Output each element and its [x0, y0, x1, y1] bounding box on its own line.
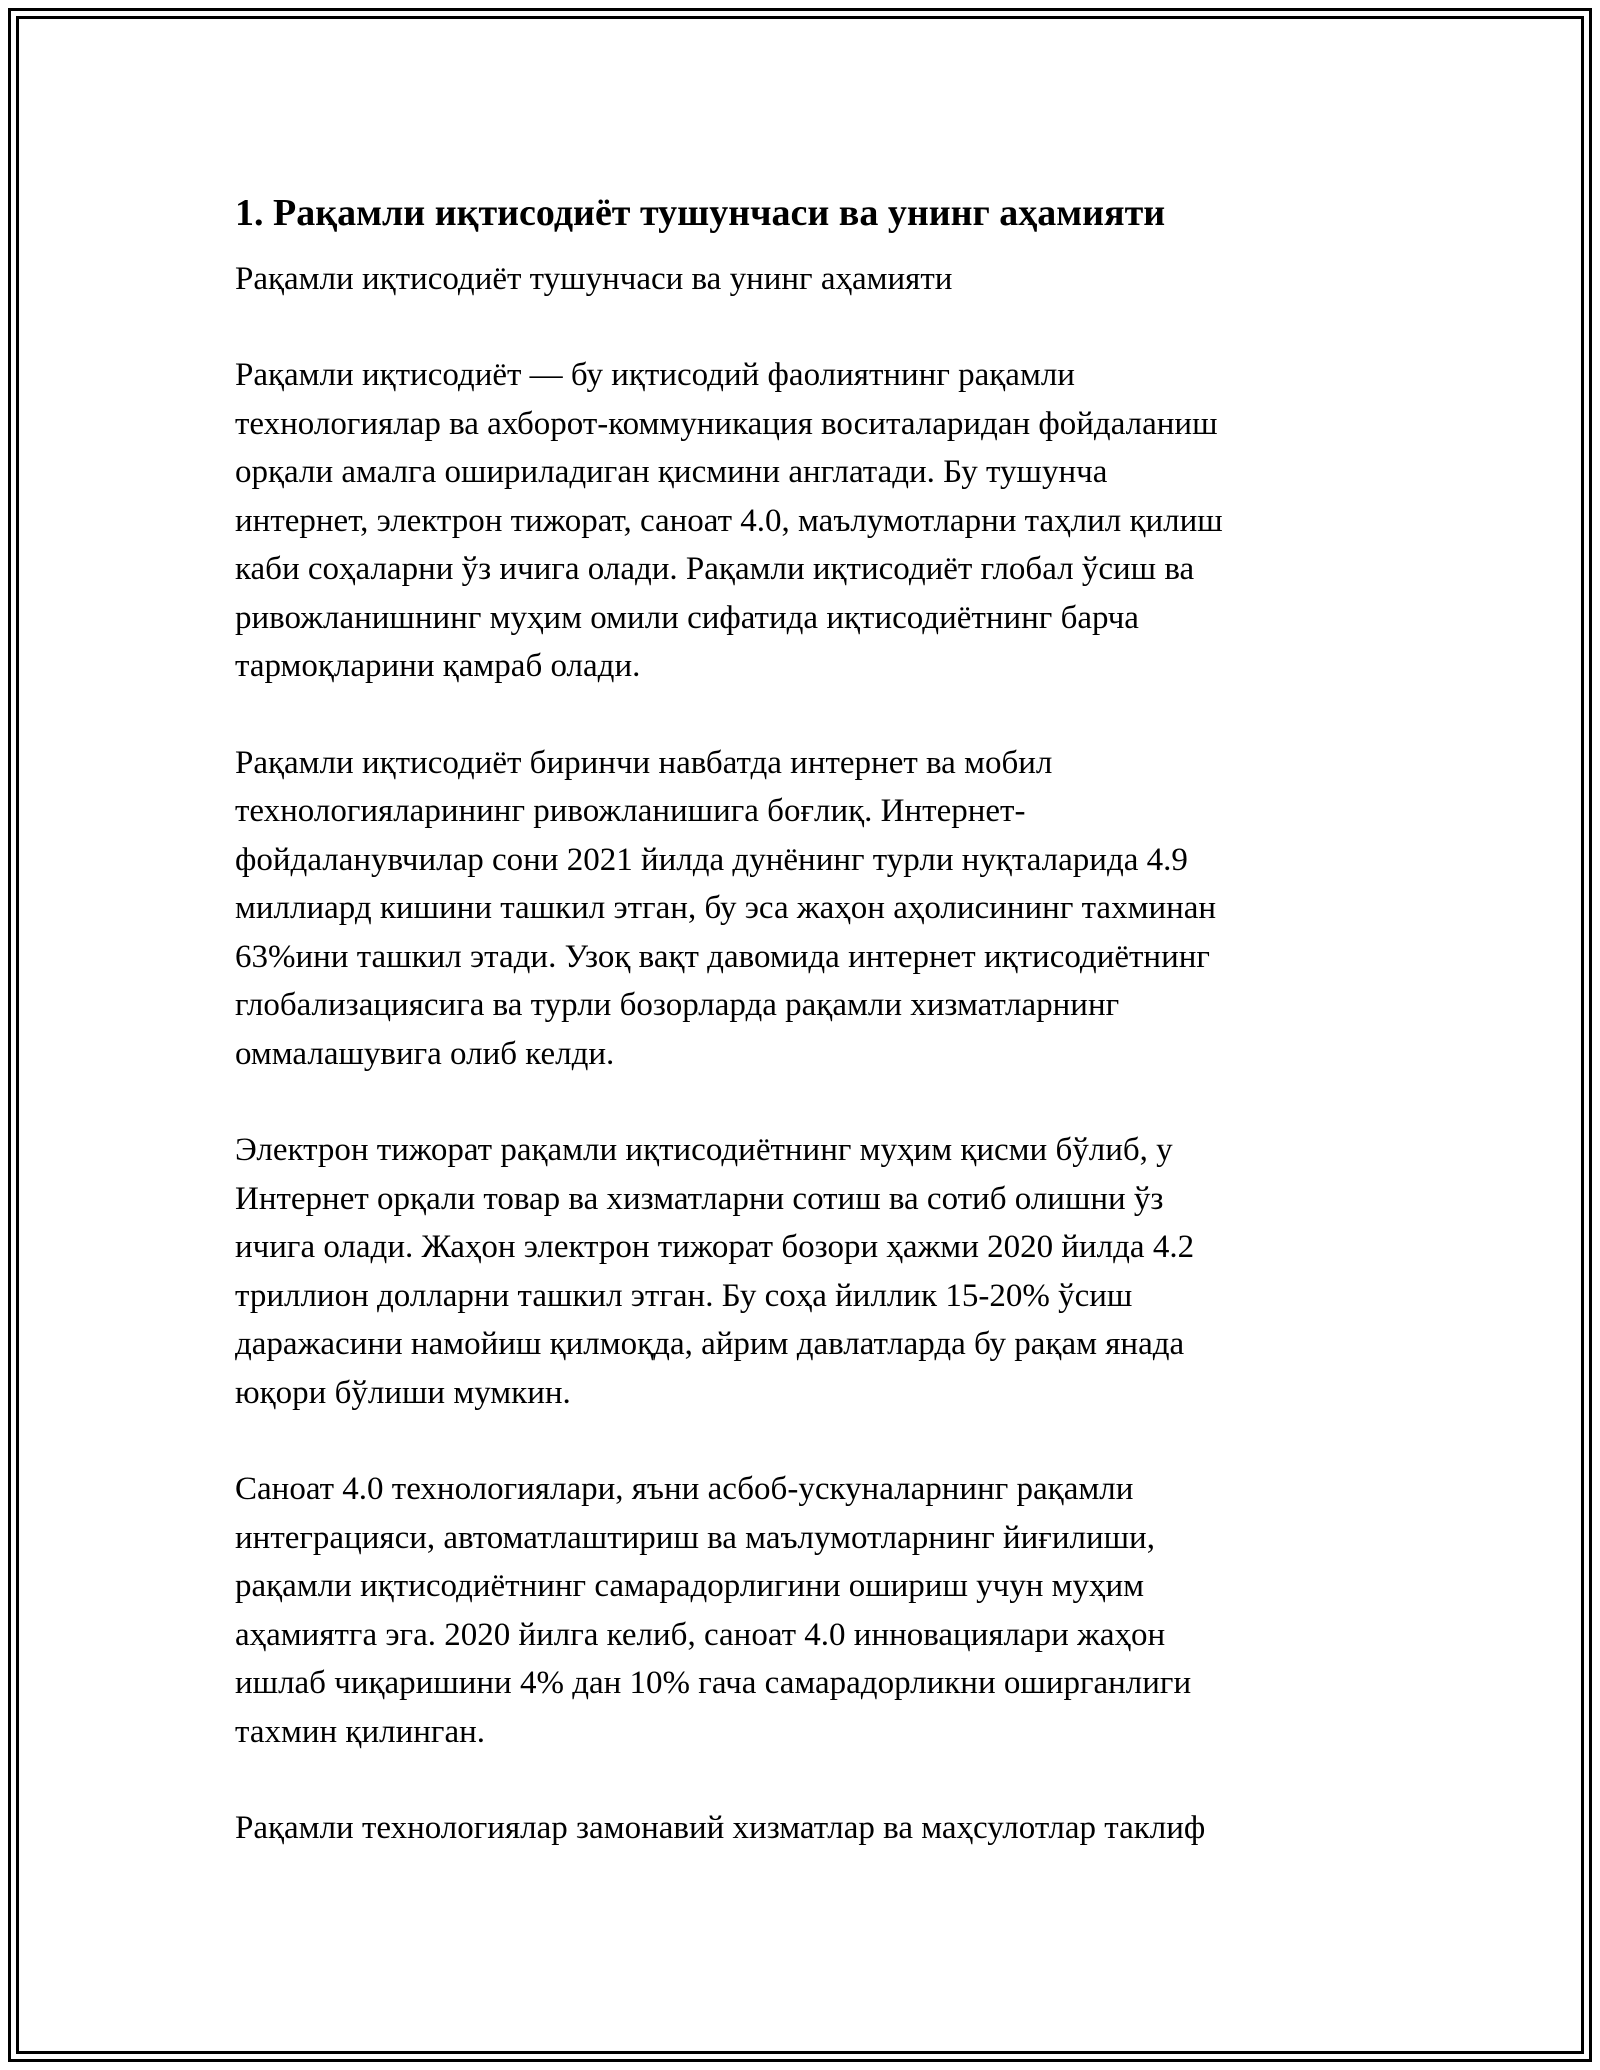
paragraph-line: интеграцияси, автоматлаштириш ва маълумотларнинг йиғилиши,: [235, 1519, 1155, 1556]
section-heading: 1. Рақамли иқтисодиёт тушунчаси ва унинг аҳамияти: [235, 192, 1166, 234]
paragraph-line: технологиялар ва ахборот-коммуникация воситаларидан фойдаланиш: [235, 405, 1218, 442]
paragraph-line: глобализациясига ва турли бозорларда рақамли хизматларнинг: [235, 987, 1120, 1023]
paragraph-3: [235, 1126, 1370, 1417]
paragraph-line: Рақамли иқтисодиёт биринчи навбатда интернет ва мобил: [235, 744, 1053, 781]
paragraph-5: [235, 1804, 1370, 1853]
document-body: [235, 185, 1370, 1901]
paragraph-line: тахмин қилинган.: [235, 1713, 485, 1750]
paragraph-2: [235, 739, 1370, 1079]
paragraph-line: миллиард кишини ташкил этган, бу эса жаҳон аҳолисининг тахминан: [235, 890, 1217, 926]
paragraph-line: ишлаб чиқаришини 4% дан 10% гача самарадорликни оширганлиги: [235, 1665, 1192, 1701]
paragraph-line: Рақамли технологиялар замонавий хизматлар ва маҳсулотлар таклиф: [235, 1810, 1206, 1846]
paragraph-line: тармоқларини қамраб олади.: [235, 648, 641, 684]
paragraph-line: технологияларининг ривожланишига боғлиқ. Интернет-: [235, 793, 1026, 829]
section-subtitle: Рақамли иқтисодиёт тушунчаси ва унинг аҳамияти: [235, 261, 953, 297]
paragraph-line: фойдаланувчилар сони 2021 йилда дунёнинг турли нуқталарида 4.9: [235, 841, 1188, 878]
paragraph-line: оммалашувига олиб келди.: [235, 1035, 615, 1072]
paragraph-1: [235, 351, 1370, 691]
paragraph-line: Саноат 4.0 технологиялари, яъни асбоб-ускуналарнинг рақамли: [235, 1471, 1134, 1507]
paragraph-line: орқали амалга ошириладиган қисмини англатади. Бу тушунча: [235, 454, 1108, 490]
paragraph-line: рақамли иқтисодиётнинг самарадорлигини ошириш учун муҳим: [235, 1568, 1145, 1604]
paragraph-line: ичига олади. Жаҳон электрон тижорат бозори ҳажми 2020 йилда 4.2: [235, 1229, 1195, 1265]
paragraph-line: аҳамиятга эга. 2020 йилга келиб, саноат 4.0 инновациялари жаҳон: [235, 1616, 1166, 1653]
paragraph-line: даражасини намойиш қилмоқда, айрим давлатларда бу рақам янада: [235, 1326, 1185, 1362]
paragraph-line: юқори бўлиши мумкин.: [235, 1374, 571, 1411]
paragraph-line: ривожланишнинг муҳим омили сифатида иқтисодиётнинг барча: [235, 599, 1139, 636]
paragraph-4: [235, 1465, 1370, 1756]
paragraph-line: каби соҳаларни ўз ичига олади. Рақамли иқтисодиёт глобал ўсиш ва: [235, 551, 1195, 587]
paragraph-line: 63%ини ташкил этади. Узоқ вақт давомида интернет иқтисодиётнинг: [235, 938, 1210, 975]
paragraph-line: триллион долларни ташкил этган. Бу соҳа йиллик 15-20% ўсиш: [235, 1277, 1133, 1314]
paragraph-line: интернет, электрон тижорат, саноат 4.0, маълумотларни таҳлил қилиш: [235, 502, 1223, 539]
paragraph-line: Интернет орқали товар ва хизматларни сотиш ва сотиб олишни ўз: [235, 1180, 1164, 1217]
paragraph-line: Рақамли иқтисодиёт — бу иқтисодий фаолиятнинг рақамли: [235, 357, 1075, 393]
paragraph-line: Электрон тижорат рақамли иқтисодиётнинг муҳим қисми бўлиб, у: [235, 1132, 1173, 1168]
